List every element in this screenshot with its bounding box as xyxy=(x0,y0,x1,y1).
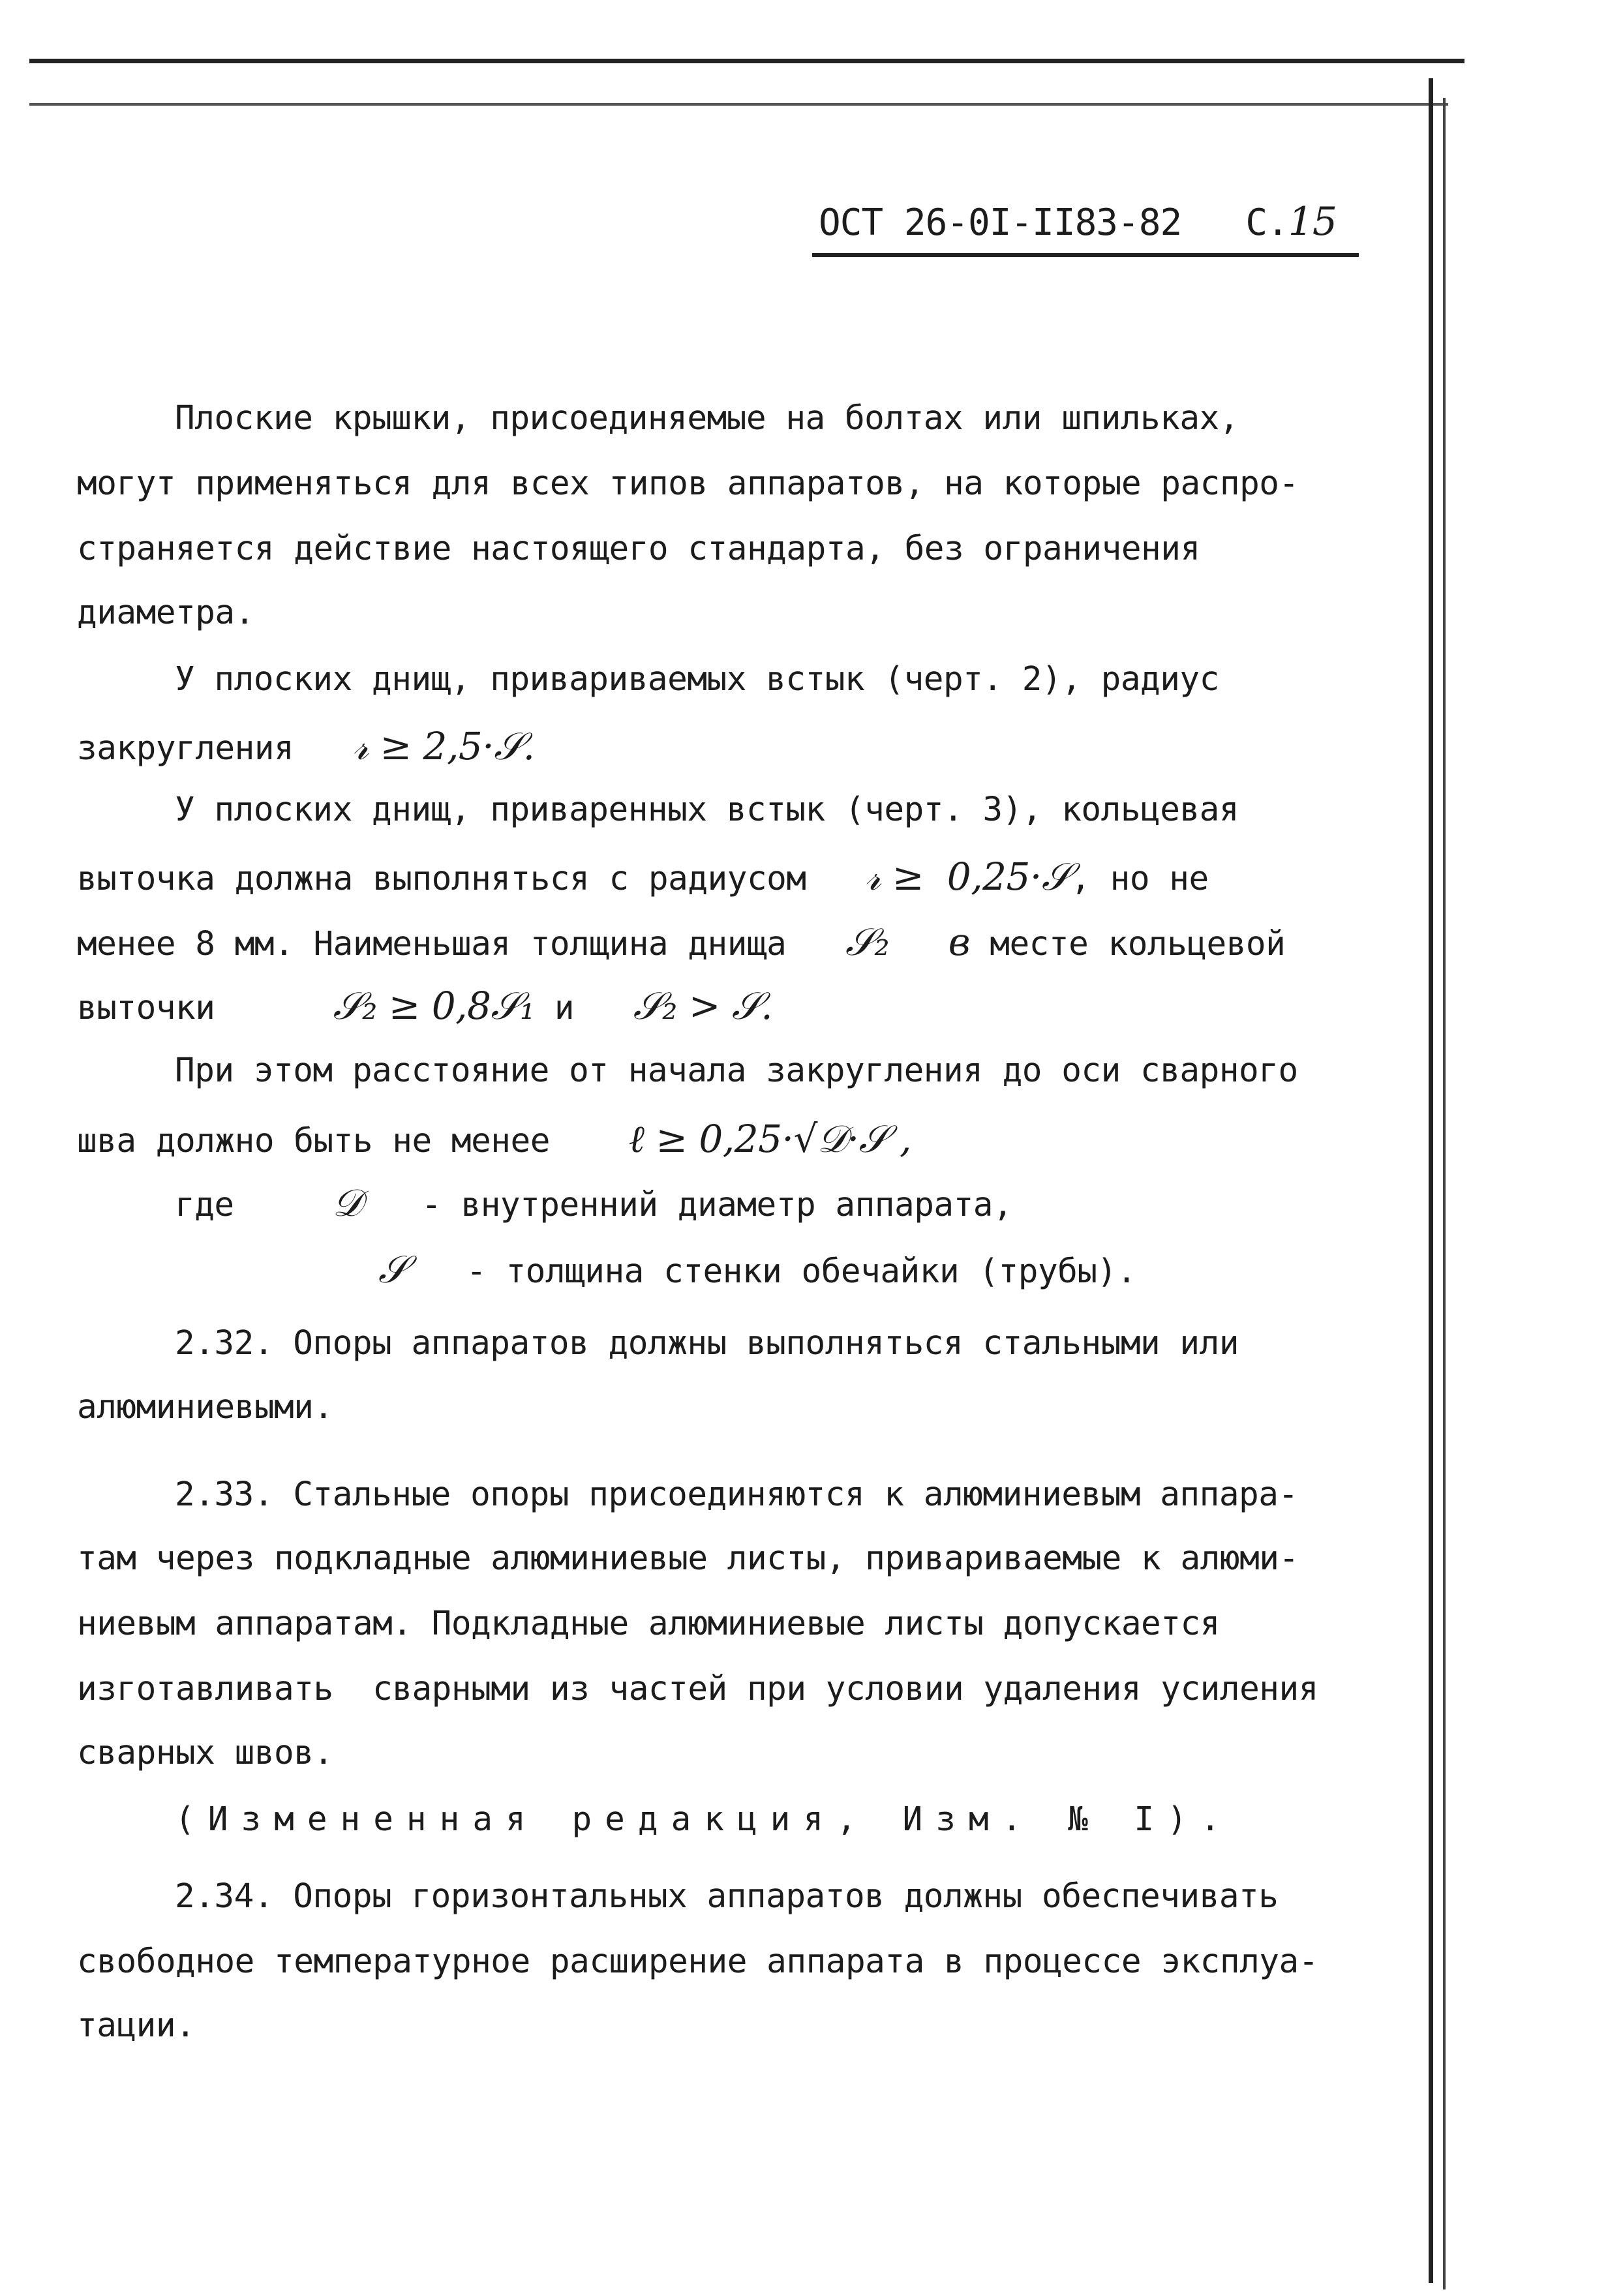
clause-2-34-line: свободное температурное расширение аппарата в процессе эксплуа- xyxy=(77,1942,1318,1981)
frame-top-line xyxy=(29,59,1464,63)
clause-2-33-line: изготавливать сварными из частей при условии удаления усиления xyxy=(77,1670,1318,1708)
clause-2-33-line: 2.33. Стальные опоры присоединяются к алюминиевым аппара- xyxy=(175,1475,1298,1514)
paragraph-line: диаметра. xyxy=(77,594,254,632)
paragraph-line: Плоские крышки, присоединяемые на болтах или шпильках, xyxy=(175,399,1239,438)
frame-right-line-inner xyxy=(1443,98,1446,2289)
formula-thickness-1: 𝒮₂ ≥ 0,8𝒮₁ xyxy=(333,984,535,1028)
clause-2-34-line: 2.34. Опоры горизонтальных аппаратов должны обеспечивать xyxy=(175,1877,1279,1916)
page-prefix: С. xyxy=(1245,202,1288,244)
text: , но не xyxy=(1070,860,1209,898)
symbol-s: 𝒮 xyxy=(378,1247,408,1292)
paragraph-line xyxy=(77,920,1285,965)
clause-2-33-line: там через подкладные алюминиевые листы, привариваемые к алюми- xyxy=(77,1539,1299,1578)
symbol-s2: 𝒮₂ xyxy=(845,920,890,964)
standard-designation: ОСТ 26-0I-II83-82 xyxy=(819,202,1182,244)
paragraph-line xyxy=(77,854,1209,899)
formula-groove-radius: 𝓇 ≥ 0,25·𝒮 xyxy=(865,854,1071,899)
paragraph-line: У плоских днищ, привариваемых встык (черт. 2), радиус xyxy=(175,660,1219,699)
where-word: где xyxy=(175,1186,234,1224)
clause-2-32-line: 2.32. Опоры аппаратов должны выполняться стальными или xyxy=(175,1324,1239,1363)
paragraph-line: могут применяться для всех типов аппаратов, на которые распро- xyxy=(77,464,1299,503)
clause-2-33-line: сварных швов. xyxy=(77,1734,333,1772)
where-line xyxy=(175,1181,1012,1226)
paragraph-line xyxy=(77,984,772,1029)
text: выточки xyxy=(77,989,215,1027)
handwritten-b: в xyxy=(948,920,971,964)
paragraph-line xyxy=(77,1117,911,1162)
clause-2-34-line: тации. xyxy=(77,2006,196,2045)
where-line xyxy=(378,1247,1136,1292)
formula-radius: 𝓇 ≥ 2,5·𝒮. xyxy=(352,724,535,768)
text: менее 8 мм. Наименьшая толщина днища xyxy=(77,925,787,963)
page-header xyxy=(819,199,1337,245)
paragraph-line: При этом расстояние от начала закругления до оси сварного xyxy=(175,1051,1298,1090)
clause-2-32-line: алюминиевыми. xyxy=(77,1388,333,1427)
header-underline xyxy=(812,253,1359,257)
formula-distance: ℓ ≥ 0,25·√𝒟·𝒮 , xyxy=(628,1117,911,1161)
text: месте кольцевой xyxy=(990,925,1286,963)
page-number: 15 xyxy=(1288,199,1337,245)
frame-right-line xyxy=(1429,78,1433,2283)
formula-thickness-2: 𝒮₂ > 𝒮. xyxy=(633,984,773,1028)
revision-note: (Измененная редакция, Изм. № I). xyxy=(175,1800,1234,1839)
text: и xyxy=(554,989,575,1027)
paragraph-line xyxy=(77,724,535,769)
text: закругления xyxy=(77,729,294,768)
text: шва должно быть не менее xyxy=(77,1122,550,1160)
text: - толщина стенки обечайки (трубы). xyxy=(466,1252,1136,1291)
symbol-d: 𝒟 xyxy=(332,1181,363,1225)
text: выточка должна выполняться с радиусом xyxy=(77,860,806,898)
paragraph-line: У плоских днищ, приваренных встык (черт. 3), кольцевая xyxy=(175,791,1239,829)
frame-top-line-inner xyxy=(29,103,1448,106)
clause-2-33-line: ниевым аппаратам. Подкладные алюминиевые листы допускается xyxy=(77,1605,1220,1643)
text: - внутренний диаметр аппарата, xyxy=(421,1186,1013,1224)
paragraph-line: страняется действие настоящего стандарта, без ограничения xyxy=(77,530,1200,568)
